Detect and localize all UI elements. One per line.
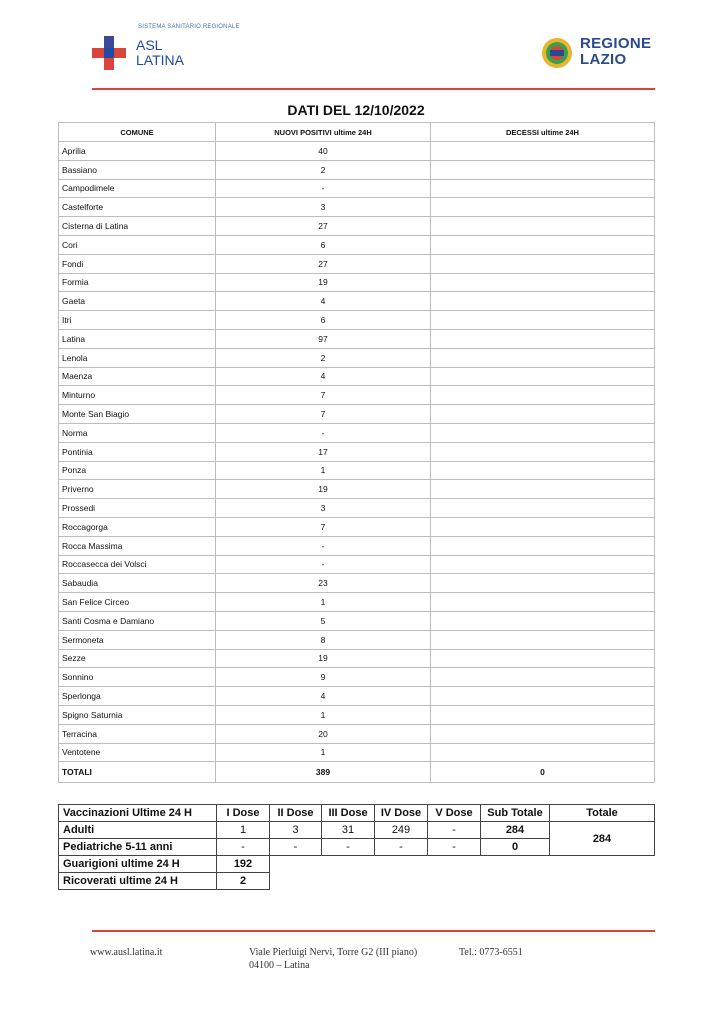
guarigioni-spacer bbox=[270, 856, 655, 873]
row-comune: Fondi bbox=[59, 254, 216, 273]
red-cross-icon bbox=[92, 36, 126, 70]
row-positivi: 3 bbox=[216, 499, 431, 518]
row-comune: Cisterna di Latina bbox=[59, 217, 216, 236]
vacc-adulti-dose2: 3 bbox=[270, 822, 322, 839]
vacc-header-dose2: II Dose bbox=[270, 805, 322, 822]
row-comune: Itri bbox=[59, 311, 216, 330]
row-decessi bbox=[431, 630, 655, 649]
row-positivi: 4 bbox=[216, 367, 431, 386]
table-row bbox=[59, 574, 655, 593]
table-row bbox=[59, 386, 655, 405]
table-row bbox=[59, 649, 655, 668]
totals-decessi: 0 bbox=[431, 762, 655, 783]
row-comune: Pontinia bbox=[59, 442, 216, 461]
table-row bbox=[59, 499, 655, 518]
row-positivi: - bbox=[216, 423, 431, 442]
row-decessi bbox=[431, 536, 655, 555]
ricoverati-row bbox=[59, 873, 655, 890]
row-positivi: 3 bbox=[216, 198, 431, 217]
row-positivi: 7 bbox=[216, 517, 431, 536]
table-header-row bbox=[59, 123, 655, 142]
row-positivi: 40 bbox=[216, 142, 431, 161]
table-row bbox=[59, 480, 655, 499]
vacc-header-label: Vaccinazioni Ultime 24 H bbox=[59, 805, 217, 822]
row-decessi bbox=[431, 329, 655, 348]
row-comune: Rocca Massima bbox=[59, 536, 216, 555]
row-positivi: 4 bbox=[216, 687, 431, 706]
vaccination-table bbox=[58, 804, 655, 890]
table-row bbox=[59, 536, 655, 555]
vacc-pediatriche-dose3: - bbox=[322, 839, 375, 856]
row-comune: Sperlonga bbox=[59, 687, 216, 706]
vacc-pediatriche-dose1: - bbox=[217, 839, 270, 856]
table-row bbox=[59, 273, 655, 292]
footer-address-line2: 04100 – Latina bbox=[249, 960, 310, 971]
region-name bbox=[580, 36, 651, 68]
row-comune: Gaeta bbox=[59, 292, 216, 311]
row-comune: Spigno Saturnia bbox=[59, 705, 216, 724]
row-positivi: 17 bbox=[216, 442, 431, 461]
table-row bbox=[59, 705, 655, 724]
ricoverati-value: 2 bbox=[217, 873, 270, 890]
footer-address bbox=[249, 946, 417, 972]
guarigioni-row bbox=[59, 856, 655, 873]
row-comune: Aprilia bbox=[59, 142, 216, 161]
footer-phone: Tel.: 0773-6551 bbox=[459, 947, 523, 958]
row-comune: Monte San Biagio bbox=[59, 405, 216, 424]
row-decessi bbox=[431, 461, 655, 480]
table-row bbox=[59, 405, 655, 424]
row-positivi: 27 bbox=[216, 217, 431, 236]
table-row bbox=[59, 254, 655, 273]
table-row bbox=[59, 461, 655, 480]
row-positivi: 19 bbox=[216, 649, 431, 668]
row-positivi: 1 bbox=[216, 593, 431, 612]
row-comune: Norma bbox=[59, 423, 216, 442]
table-row bbox=[59, 142, 655, 161]
row-positivi: 20 bbox=[216, 724, 431, 743]
col-header-positivi: NUOVI POSITIVI ultime 24H bbox=[216, 123, 431, 142]
vacc-total: 284 bbox=[550, 822, 655, 856]
vacc-pediatriche-label: Pediatriche 5-11 anni bbox=[59, 839, 217, 856]
regione-lazio-logo bbox=[540, 36, 680, 72]
region-name-line2: LAZIO bbox=[580, 51, 627, 68]
asl-subtitle: SISTEMA SANITARIO REGIONALE bbox=[138, 24, 240, 30]
row-comune: Santi Cosma e Damiano bbox=[59, 611, 216, 630]
asl-latina-logo bbox=[92, 24, 272, 76]
table-row bbox=[59, 517, 655, 536]
row-positivi: - bbox=[216, 536, 431, 555]
row-positivi: 9 bbox=[216, 668, 431, 687]
row-comune: Terracina bbox=[59, 724, 216, 743]
row-decessi bbox=[431, 668, 655, 687]
ricoverati-label: Ricoverati ultime 24 H bbox=[59, 873, 217, 890]
row-decessi bbox=[431, 198, 655, 217]
row-decessi bbox=[431, 254, 655, 273]
totals-positivi: 389 bbox=[216, 762, 431, 783]
row-positivi: - bbox=[216, 555, 431, 574]
row-decessi bbox=[431, 405, 655, 424]
table-row bbox=[59, 367, 655, 386]
vacc-adulti-dose4: 249 bbox=[375, 822, 428, 839]
page-title: DATI DEL 12/10/2022 bbox=[287, 102, 425, 118]
table-row bbox=[59, 198, 655, 217]
table-row bbox=[59, 179, 655, 198]
table-row bbox=[59, 743, 655, 762]
row-decessi bbox=[431, 724, 655, 743]
footer-website[interactable]: www.ausl.latina.it bbox=[90, 947, 163, 958]
row-decessi bbox=[431, 142, 655, 161]
page-header bbox=[0, 0, 723, 92]
row-decessi bbox=[431, 687, 655, 706]
vacc-header-total: Totale bbox=[550, 805, 655, 822]
row-positivi: 5 bbox=[216, 611, 431, 630]
footer-address-line1: Viale Pierluigi Nervi, Torre G2 (III piano) bbox=[249, 947, 418, 958]
row-positivi: 2 bbox=[216, 348, 431, 367]
row-comune: Cori bbox=[59, 235, 216, 254]
row-positivi: 19 bbox=[216, 480, 431, 499]
row-decessi bbox=[431, 235, 655, 254]
table-row bbox=[59, 217, 655, 236]
col-header-comune: COMUNE bbox=[59, 123, 216, 142]
vacc-header-dose4: IV Dose bbox=[375, 805, 428, 822]
row-positivi: 23 bbox=[216, 574, 431, 593]
vacc-header-subtotal: Sub Totale bbox=[481, 805, 550, 822]
row-comune: Sonnino bbox=[59, 668, 216, 687]
table-row bbox=[59, 611, 655, 630]
row-decessi bbox=[431, 386, 655, 405]
row-decessi bbox=[431, 743, 655, 762]
row-decessi bbox=[431, 348, 655, 367]
vacc-adulti-row bbox=[59, 822, 655, 839]
table-row bbox=[59, 724, 655, 743]
row-comune: Sermoneta bbox=[59, 630, 216, 649]
region-name-line1: REGIONE bbox=[580, 35, 652, 52]
row-decessi bbox=[431, 705, 655, 724]
vacc-pediatriche-dose2: - bbox=[270, 839, 322, 856]
row-decessi bbox=[431, 179, 655, 198]
row-positivi: 4 bbox=[216, 292, 431, 311]
row-decessi bbox=[431, 273, 655, 292]
row-decessi bbox=[431, 499, 655, 518]
vacc-adulti-dose3: 31 bbox=[322, 822, 375, 839]
region-emblem-icon bbox=[540, 36, 574, 70]
vacc-pediatriche-dose5: - bbox=[428, 839, 481, 856]
vacc-adulti-dose5: - bbox=[428, 822, 481, 839]
row-decessi bbox=[431, 555, 655, 574]
row-comune: Ponza bbox=[59, 461, 216, 480]
row-comune: Campodimele bbox=[59, 179, 216, 198]
row-positivi: 6 bbox=[216, 311, 431, 330]
col-header-decessi: DECESSI ultime 24H bbox=[431, 123, 655, 142]
row-comune: Sabaudia bbox=[59, 574, 216, 593]
row-positivi: 7 bbox=[216, 386, 431, 405]
table-row bbox=[59, 630, 655, 649]
row-comune: Sezze bbox=[59, 649, 216, 668]
row-decessi bbox=[431, 517, 655, 536]
row-positivi: 19 bbox=[216, 273, 431, 292]
row-comune: Ventotene bbox=[59, 743, 216, 762]
vacc-adulti-label: Adulti bbox=[59, 822, 217, 839]
table-row bbox=[59, 235, 655, 254]
vacc-adulti-subtotal: 284 bbox=[481, 822, 550, 839]
table-row bbox=[59, 329, 655, 348]
table-row bbox=[59, 160, 655, 179]
row-positivi: - bbox=[216, 179, 431, 198]
positives-table bbox=[58, 122, 655, 783]
row-decessi bbox=[431, 311, 655, 330]
table-row bbox=[59, 555, 655, 574]
table-row bbox=[59, 668, 655, 687]
row-positivi: 1 bbox=[216, 743, 431, 762]
header-divider bbox=[92, 88, 655, 90]
vacc-header-dose1: I Dose bbox=[217, 805, 270, 822]
table-row bbox=[59, 292, 655, 311]
row-comune: Formia bbox=[59, 273, 216, 292]
row-decessi bbox=[431, 442, 655, 461]
row-comune: Bassiano bbox=[59, 160, 216, 179]
vacc-adulti-dose1: 1 bbox=[217, 822, 270, 839]
row-comune: Maenza bbox=[59, 367, 216, 386]
row-comune: Priverno bbox=[59, 480, 216, 499]
table-row bbox=[59, 593, 655, 612]
row-decessi bbox=[431, 649, 655, 668]
row-positivi: 8 bbox=[216, 630, 431, 649]
row-decessi bbox=[431, 574, 655, 593]
row-positivi: 2 bbox=[216, 160, 431, 179]
asl-name-line1: ASL bbox=[136, 37, 163, 53]
vacc-header-dose3: III Dose bbox=[322, 805, 375, 822]
row-decessi bbox=[431, 292, 655, 311]
footer-divider bbox=[92, 930, 655, 932]
row-decessi bbox=[431, 217, 655, 236]
row-positivi: 1 bbox=[216, 705, 431, 724]
row-comune: San Felice Circeo bbox=[59, 593, 216, 612]
row-comune: Castelforte bbox=[59, 198, 216, 217]
vacc-header-dose5: V Dose bbox=[428, 805, 481, 822]
row-positivi: 27 bbox=[216, 254, 431, 273]
row-positivi: 7 bbox=[216, 405, 431, 424]
row-positivi: 97 bbox=[216, 329, 431, 348]
row-decessi bbox=[431, 423, 655, 442]
table-row bbox=[59, 423, 655, 442]
row-comune: Roccasecca dei Volsci bbox=[59, 555, 216, 574]
asl-name-line2: LATINA bbox=[136, 52, 184, 68]
asl-name bbox=[136, 38, 184, 68]
totals-row bbox=[59, 762, 655, 783]
vacc-header-row bbox=[59, 805, 655, 822]
row-decessi bbox=[431, 367, 655, 386]
table-body bbox=[59, 142, 655, 762]
row-comune: Latina bbox=[59, 329, 216, 348]
row-comune: Roccagorga bbox=[59, 517, 216, 536]
row-positivi: 6 bbox=[216, 235, 431, 254]
row-decessi bbox=[431, 480, 655, 499]
table-row bbox=[59, 687, 655, 706]
row-decessi bbox=[431, 160, 655, 179]
guarigioni-value: 192 bbox=[217, 856, 270, 873]
row-comune: Lenola bbox=[59, 348, 216, 367]
totals-label: TOTALI bbox=[59, 762, 216, 783]
row-decessi bbox=[431, 611, 655, 630]
row-decessi bbox=[431, 593, 655, 612]
row-comune: Prossedi bbox=[59, 499, 216, 518]
table-row bbox=[59, 442, 655, 461]
vacc-pediatriche-dose4: - bbox=[375, 839, 428, 856]
table-row bbox=[59, 348, 655, 367]
row-positivi: 1 bbox=[216, 461, 431, 480]
guarigioni-label: Guarigioni ultime 24 H bbox=[59, 856, 217, 873]
row-comune: Minturno bbox=[59, 386, 216, 405]
table-row bbox=[59, 311, 655, 330]
vacc-pediatriche-subtotal: 0 bbox=[481, 839, 550, 856]
ricoverati-spacer bbox=[270, 873, 655, 890]
